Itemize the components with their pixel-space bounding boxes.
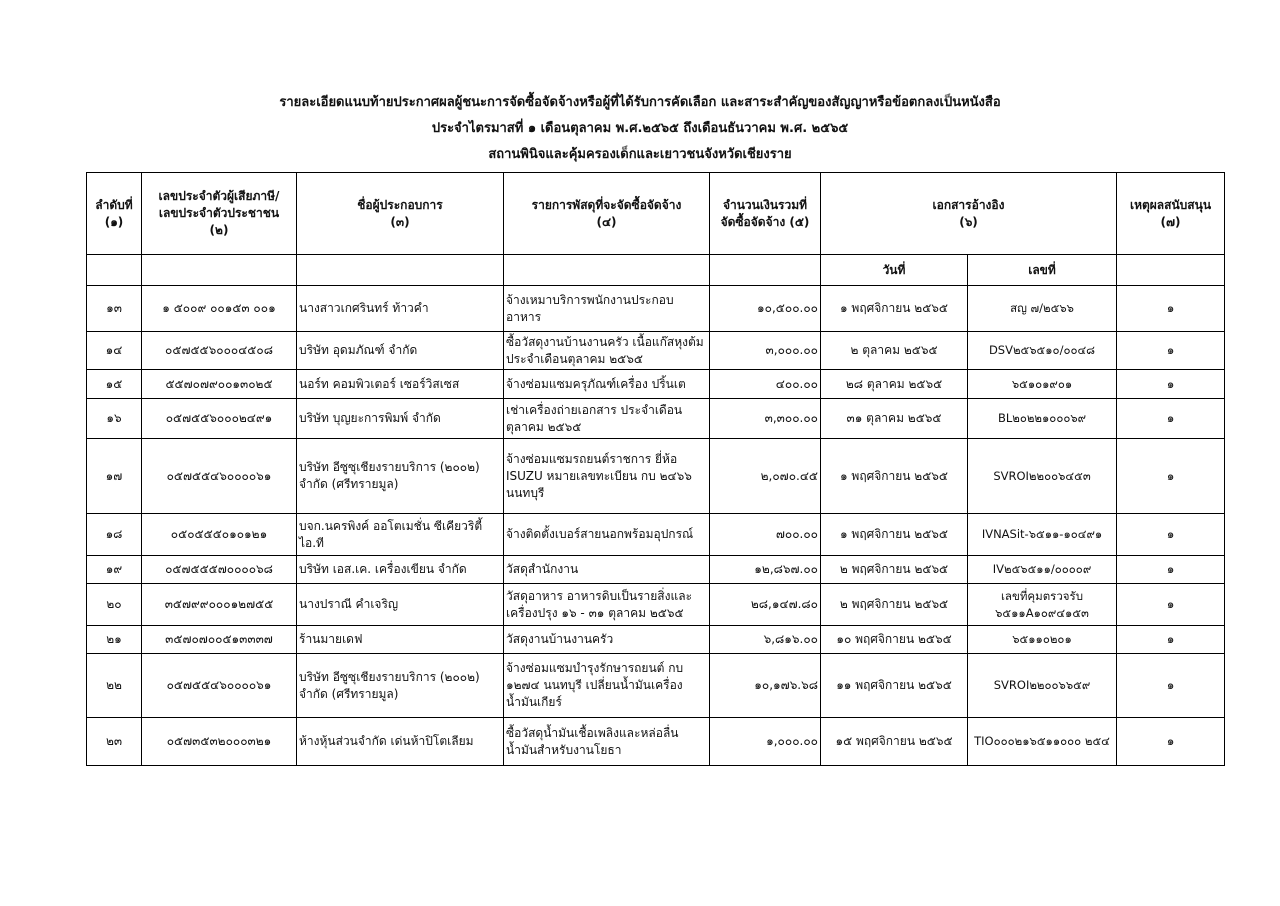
cell-ref-no: SVROI๒๒๐๐๖๖๕๙	[968, 654, 1117, 718]
cell-item: จ้างซ่อมแซมครุภัณฑ์เครื่อง ปริ้นเต	[504, 370, 710, 399]
cell-vendor: บริษัท อีซูซุเชียงรายบริการ (๒๐๐๒) จำกัด (ศรีทรายมูล)	[297, 439, 504, 514]
header-ref-date: วันที่	[821, 255, 968, 286]
cell-seq: ๒๐	[87, 584, 142, 626]
cell-vendor: บริษัท เอส.เค. เครื่องเขียน จำกัด	[297, 556, 504, 584]
cell-reason: ๑	[1117, 399, 1225, 439]
cell-ref-date: ๑๐ พฤศจิกายน ๒๕๖๕	[821, 626, 968, 654]
cell-taxid: ๓๕๗๐๗๐๐๕๑๓๓๓๗	[142, 626, 297, 654]
header-sub-row	[87, 255, 1225, 286]
cell-reason: ๑	[1117, 584, 1225, 626]
cell-item: ซื้อวัสดุงานบ้านงานครัว เนื้อแก๊สหุงต้ม ประจำเดือนตุลาคม ๒๕๖๕	[504, 332, 710, 370]
cell-seq: ๒๑	[87, 626, 142, 654]
cell-amount: ๖,๘๑๖.๐๐	[710, 626, 821, 654]
cell-amount: ๒,๐๗๐.๔๕	[710, 439, 821, 514]
table-row	[87, 399, 1225, 439]
cell-reason: ๑	[1117, 654, 1225, 718]
cell-reason: ๑	[1117, 556, 1225, 584]
cell-item: จ้างเหมาบริการพนักงานประกอบอาหาร	[504, 286, 710, 332]
table-row	[87, 556, 1225, 584]
cell-ref-no: BL๒๐๒๒๑๐๐๐๖๙	[968, 399, 1117, 439]
cell-ref-no: TIO๐๐๐๒๑๖๕๑๑๐๐๐ ๒๕๔	[968, 718, 1117, 766]
table-row	[87, 718, 1225, 766]
cell-item: เช่าเครื่องถ่ายเอกสาร ประจำเดือนตุลาคม ๒๕๖๕	[504, 399, 710, 439]
cell-amount: ๑,๐๐๐.๐๐	[710, 718, 821, 766]
header-vendor: ชื่อผู้ประกอบการ (๓)	[297, 173, 504, 255]
cell-taxid: ๐๕๐๕๕๕๐๑๐๑๒๑	[142, 514, 297, 556]
cell-ref-no: ๖๕๑๑๐๒๐๑	[968, 626, 1117, 654]
cell-ref-date: ๒ ตุลาคม ๒๕๖๕	[821, 332, 968, 370]
cell-amount: ๑๐,๑๗๖.๖๘	[710, 654, 821, 718]
header-taxid: เลขประจำตัวผู้เสียภาษี/ เลขประจำตัวประชาชน (๒)	[142, 173, 297, 255]
cell-taxid: ๐๕๗๕๕๔๖๐๐๐๐๖๑	[142, 654, 297, 718]
cell-taxid: ๐๕๗๕๕๔๖๐๐๐๐๖๑	[142, 439, 297, 514]
cell-item: วัสดุสำนักงาน	[504, 556, 710, 584]
procurement-table	[86, 172, 1225, 766]
cell-amount: ๗๐๐.๐๐	[710, 514, 821, 556]
document-titles	[0, 90, 1280, 168]
cell-taxid: ๐๕๗๕๕๕๗๐๐๐๐๖๘	[142, 556, 297, 584]
table-row	[87, 332, 1225, 370]
cell-ref-no: DSV๒๕๖๕๑๐/๐๐๔๘	[968, 332, 1117, 370]
cell-vendor: ร้านมายเดฟ	[297, 626, 504, 654]
cell-vendor: ห้างหุ้นส่วนจำกัด เด่นห้าปิโตเลียม	[297, 718, 504, 766]
table-row	[87, 286, 1225, 332]
table-row	[87, 514, 1225, 556]
cell-taxid: ๑ ๕๐๐๙ ๐๐๑๕๓ ๐๐๑	[142, 286, 297, 332]
cell-seq: ๑๔	[87, 332, 142, 370]
cell-reason: ๑	[1117, 626, 1225, 654]
cell-ref-date: ๑ พฤศจิกายน ๒๕๖๕	[821, 514, 968, 556]
cell-taxid: ๐๕๗๓๕๓๒๐๐๐๓๒๑	[142, 718, 297, 766]
cell-reason: ๑	[1117, 286, 1225, 332]
cell-amount: ๓,๐๐๐.๐๐	[710, 332, 821, 370]
cell-amount: ๓,๓๐๐.๐๐	[710, 399, 821, 439]
cell-item: จ้างซ่อมแซมบำรุงรักษารถยนต์ กบ ๑๒๗๔ นนทบุรี เปลี่ยนน้ำมันเครื่อง น้ำมันเกียร์	[504, 654, 710, 718]
title-line-2: ประจำไตรมาสที่ ๑ เดือนตุลาคม พ.ศ.๒๕๖๕ ถึงเดือนธันวาคม พ.ศ. ๒๕๖๕	[431, 121, 849, 136]
cell-vendor: บริษัท บุญยะการพิมพ์ จำกัด	[297, 399, 504, 439]
cell-ref-no: IV๒๕๖๕๑๑/๐๐๐๐๙	[968, 556, 1117, 584]
cell-vendor: บจก.นครพิงค์ ออโตเมชั่น ซีเคียวริตี้ ไอ.ที	[297, 514, 504, 556]
header-amount: จำนวนเงินรวมที่ จัดซื้อจัดจ้าง (๕)	[710, 173, 821, 255]
table-row	[87, 584, 1225, 626]
cell-item: วัสดุอาหาร อาหารดิบเป็นรายสิ่งและเครื่องปรุง ๑๖ - ๓๑ ตุลาคม ๒๕๖๕	[504, 584, 710, 626]
cell-seq: ๑๙	[87, 556, 142, 584]
cell-ref-date: ๓๑ ตุลาคม ๒๕๖๕	[821, 399, 968, 439]
title-line-1: รายละเอียดแนบท้ายประกาศผลผู้ชนะการจัดซื้อจัดจ้างหรือผู้ที่ได้รับการคัดเลือก และสาระสำคัญของสัญญาหรือข้อตกลงเป็นหนังสือ	[279, 95, 1001, 110]
cell-ref-date: ๑๑ พฤศจิกายน ๒๕๖๕	[821, 654, 968, 718]
cell-seq: ๒๒	[87, 654, 142, 718]
header-ref-no: เลขที่	[968, 255, 1117, 286]
cell-amount: ๑๐,๕๐๐.๐๐	[710, 286, 821, 332]
cell-ref-no: ๖๕๑๐๑๙๐๑	[968, 370, 1117, 399]
cell-seq: ๑๗	[87, 439, 142, 514]
cell-ref-no: IVNASit-๖๕๑๑-๑๐๔๙๑	[968, 514, 1117, 556]
cell-reason: ๑	[1117, 514, 1225, 556]
cell-amount: ๒๘,๑๔๗.๘๐	[710, 584, 821, 626]
cell-amount: ๑๒,๘๖๗.๐๐	[710, 556, 821, 584]
header-reason: เหตุผลสนับสนุน (๗)	[1117, 173, 1225, 255]
header-item: รายการพัสดุที่จะจัดซื้อจัดจ้าง (๔)	[504, 173, 710, 255]
title-line-3: สถานพินิจและคุ้มครองเด็กและเยาวชนจังหวัดเชียงราย	[488, 147, 792, 162]
cell-taxid: ๐๕๗๕๕๖๐๐๐๒๔๙๑	[142, 399, 297, 439]
cell-seq: ๑๕	[87, 370, 142, 399]
cell-reason: ๑	[1117, 370, 1225, 399]
cell-ref-no: SVROI๒๒๐๐๖๔๕๓	[968, 439, 1117, 514]
cell-ref-date: ๒ พฤศจิกายน ๒๕๖๕	[821, 556, 968, 584]
cell-amount: ๔๐๐.๐๐	[710, 370, 821, 399]
cell-ref-date: ๑ พฤศจิกายน ๒๕๖๕	[821, 286, 968, 332]
table-row	[87, 439, 1225, 514]
cell-item: จ้างติดตั้งเบอร์สายนอกพร้อมอุปกรณ์	[504, 514, 710, 556]
table-row	[87, 654, 1225, 718]
cell-reason: ๑	[1117, 718, 1225, 766]
cell-taxid: ๐๕๗๕๕๖๐๐๐๔๕๐๘	[142, 332, 297, 370]
cell-item: จ้างซ่อมแซมรถยนต์ราชการ ยี่ห้อ ISUZU หมายเลขทะเบียน กบ ๒๔๖๖ นนทบุรี	[504, 439, 710, 514]
cell-ref-date: ๒ พฤศจิกายน ๒๕๖๕	[821, 584, 968, 626]
cell-seq: ๑๘	[87, 514, 142, 556]
cell-seq: ๒๓	[87, 718, 142, 766]
cell-item: ซื้อวัสดุน้ำมันเชื้อเพลิงและหล่อลื่น น้ำมันสำหรับงานโยธา	[504, 718, 710, 766]
cell-ref-no: สญ ๗/๒๕๖๖	[968, 286, 1117, 332]
cell-taxid: ๕๕๗๐๗๙๐๐๑๓๐๒๕	[142, 370, 297, 399]
cell-seq: ๑๓	[87, 286, 142, 332]
cell-vendor: นอร์ท คอมพิวเตอร์ เซอร์วิสเซส	[297, 370, 504, 399]
cell-vendor: นางสาวเกศรินทร์ ท้าวคำ	[297, 286, 504, 332]
header-ref: เอกสารอ้างอิง (๖)	[821, 173, 1117, 255]
cell-ref-date: ๒๘ ตุลาคม ๒๕๖๕	[821, 370, 968, 399]
table-row	[87, 626, 1225, 654]
cell-reason: ๑	[1117, 332, 1225, 370]
cell-ref-no: เลขที่คุมตรวจรับ ๖๕๑๑A๑๐๙๔๑๕๓	[968, 584, 1117, 626]
cell-taxid: ๓๕๗๙๙๐๐๐๑๒๗๕๕	[142, 584, 297, 626]
cell-item: วัสดุงานบ้านงานครัว	[504, 626, 710, 654]
cell-vendor: นางปราณี คำเจริญ	[297, 584, 504, 626]
cell-ref-date: ๑๕ พฤศจิกายน ๒๕๖๕	[821, 718, 968, 766]
cell-vendor: บริษัท อุดมภัณฑ์ จำกัด	[297, 332, 504, 370]
header-seq: ลำดับที่ (๑)	[87, 173, 142, 255]
header-row	[87, 173, 1225, 255]
cell-seq: ๑๖	[87, 399, 142, 439]
cell-ref-date: ๑ พฤศจิกายน ๒๕๖๕	[821, 439, 968, 514]
cell-reason: ๑	[1117, 439, 1225, 514]
cell-vendor: บริษัท อีซูซุเชียงรายบริการ (๒๐๐๒) จำกัด (ศรีทรายมูล)	[297, 654, 504, 718]
table-row	[87, 370, 1225, 399]
